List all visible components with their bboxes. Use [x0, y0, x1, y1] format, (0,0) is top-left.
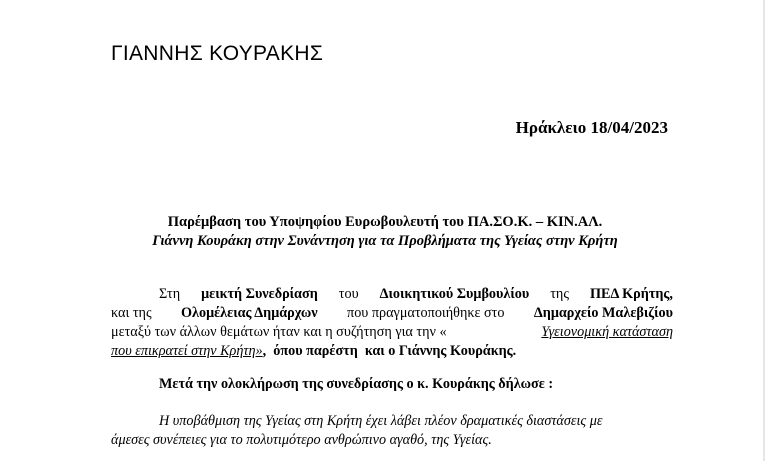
paragraph-3-line-1: Η υποβάθμιση της Υγείας στη Κρήτη έχει λάβει πλέον δραματικές διαστάσεις με [159, 413, 603, 429]
bold-run: Δημαρχείο Μαλεβιζίου [533, 305, 673, 321]
document-title [100, 213, 670, 251]
underlined-run: Υγειονομική κατάσταση [541, 324, 673, 340]
date-line: Ηράκλειο 18/04/2023 [515, 118, 668, 137]
text-run: και της [111, 305, 152, 321]
bold-run: Διοικητικού Συμβουλίου [379, 286, 530, 302]
text-run: του [338, 286, 359, 302]
text-run: Στη [159, 286, 181, 302]
paragraph-2: Μετά την ολοκλήρωση της συνεδρίασης ο κ. Κουράκης δήλωσε : [159, 376, 554, 392]
bold-run: μεικτή Συνεδρίαση [201, 286, 318, 302]
bold-run: Ολομέλειας Δημάρχων [180, 305, 318, 321]
paragraph-1-line-1 [111, 285, 673, 304]
bold-run: ΠΕΔ Κρήτης, [589, 286, 673, 302]
paragraph-1-line-4 [111, 342, 673, 361]
paragraph-3 [111, 412, 673, 450]
text-run: της [550, 286, 569, 302]
author-header: ΓΙΑΝΝΗΣ ΚΟΥΡΑΚΗΣ [111, 42, 324, 65]
paragraph-1 [111, 285, 673, 361]
underlined-run: που επικρατεί στην Κρήτη» [111, 343, 263, 359]
text-run: που πραγματοποιήθηκε στο [347, 305, 505, 321]
paragraph-1-line-2 [111, 304, 673, 323]
title-line-2: Γιάννη Κουράκη στην Συνάντηση για τα Προβλήματα της Υγείας στην Κρήτη [152, 233, 618, 249]
paragraph-1-line-3 [111, 323, 673, 342]
bold-run: , όπου παρέστη και ο Γιάννης Κουράκης. [262, 343, 517, 359]
title-line-1: Παρέμβαση του Υποψηφίου Ευρωβουλευτή του ΠΑ.ΣΟ.Κ. – ΚΙΝ.ΑΛ. [167, 214, 603, 230]
text-run: μεταξύ των άλλων θεμάτων ήταν και η συζήτηση για την « [111, 324, 447, 340]
paragraph-3-line-2: άμεσες συνέπειες για το πολυτιμότερο ανθρώπινο αγαθό, της Υγείας. [111, 432, 492, 448]
